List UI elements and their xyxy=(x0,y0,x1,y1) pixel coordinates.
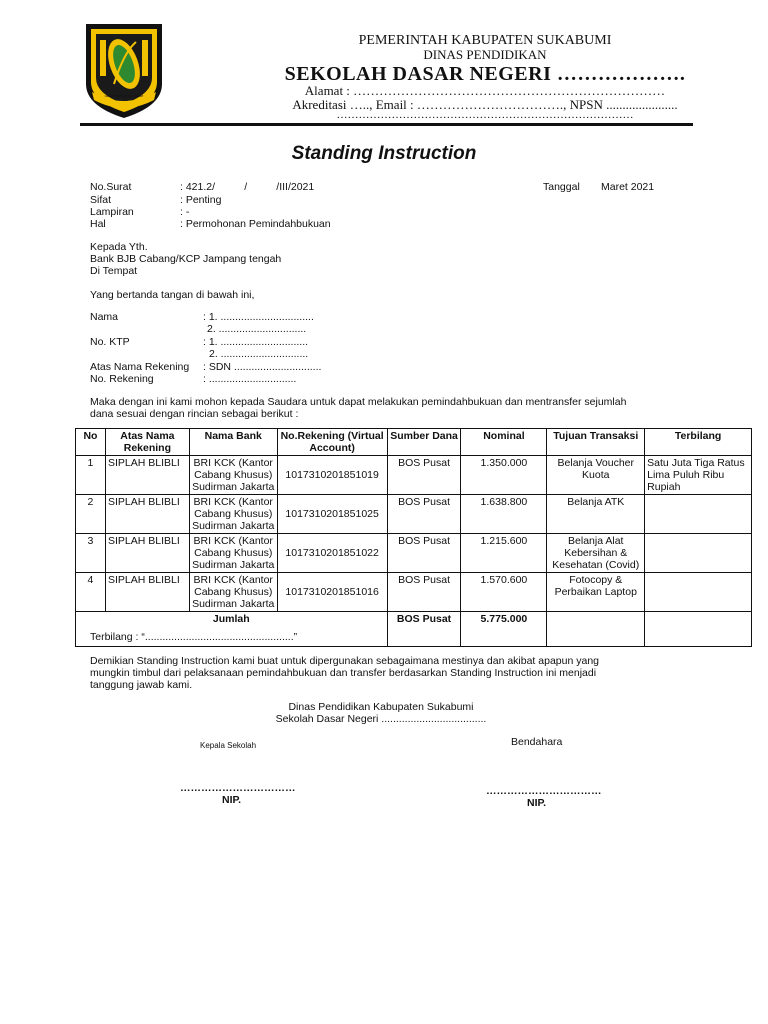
header-terbilang: Terbilang xyxy=(645,429,752,456)
cell-nama: SIPLAH BLIBLI xyxy=(105,456,189,495)
letterhead-divider xyxy=(80,123,693,126)
table-row xyxy=(76,573,752,612)
signature-bendahara-nip: NIP. xyxy=(527,797,547,809)
cell-terbilang xyxy=(645,573,752,612)
meta-sifat-value: : Penting xyxy=(180,194,222,206)
field-atas-nama-label: Atas Nama Rekening xyxy=(90,361,190,373)
signature-bendahara-label: Bendahara xyxy=(511,736,563,748)
transfer-table xyxy=(75,428,752,647)
cell-terbilang xyxy=(645,495,752,534)
cell-rekening: 1017310201851019 xyxy=(277,456,387,495)
closing-line-2: mungkin timbul dari pelaksanaan pemindahbukuan dan transfer berdasarkan Standing Instruction ini menjadi xyxy=(90,667,597,679)
logo-motto: GEMAH RIPAH LOH JINAWI xyxy=(104,94,144,98)
signature-org-2: Sekolah Dasar Negeri .................................... xyxy=(275,713,487,725)
letterhead-school-name: SEKOLAH DASAR NEGERI ………………. xyxy=(284,63,686,85)
field-ktp-1: : 1. .............................. xyxy=(203,336,309,348)
field-atas-nama-value: : SDN .............................. xyxy=(203,361,322,373)
cell-nominal: 1.570.600 xyxy=(461,573,547,612)
total-empty xyxy=(645,612,752,647)
cell-rekening: 1017310201851022 xyxy=(277,534,387,573)
cell-tujuan: Belanja ATK xyxy=(547,495,645,534)
field-rekening-label: No. Rekening xyxy=(90,373,154,385)
field-ktp-2: 2. .............................. xyxy=(209,348,309,360)
total-label: Jumlah xyxy=(76,612,388,647)
document-title: Standing Instruction xyxy=(291,143,477,164)
field-rekening-value: : .............................. xyxy=(203,373,297,385)
signature-org-1: Dinas Pendidikan Kabupaten Sukabumi xyxy=(288,701,474,713)
meta-hal-value: : Permohonan Pemindahbukuan xyxy=(180,218,331,230)
cell-nama: SIPLAH BLIBLI xyxy=(105,534,189,573)
cell-no: 3 xyxy=(76,534,106,573)
table-row xyxy=(76,495,752,534)
cell-no: 4 xyxy=(76,573,106,612)
cell-terbilang: Satu Juta Tiga Ratus Lima Puluh Ribu Rupiah xyxy=(645,456,752,495)
cell-rekening: 1017310201851025 xyxy=(277,495,387,534)
cell-bank: BRI KCK (Kantor Cabang Khusus) Sudirman Jakarta xyxy=(189,456,277,495)
cell-nama: SIPLAH BLIBLI xyxy=(105,495,189,534)
meta-no-value: : 421.2/ / /III/2021 xyxy=(180,181,315,193)
meta-sifat-label: Sifat xyxy=(90,194,112,206)
cell-bank: BRI KCK (Kantor Cabang Khusus) Sudirman Jakarta xyxy=(189,573,277,612)
signature-kepala-dots: …………………………… xyxy=(180,782,296,794)
header-sumber-dana: Sumber Dana xyxy=(387,429,461,456)
recipient-line-1: Kepada Yth. xyxy=(90,241,148,253)
letterhead-department: DINAS PENDIDIKAN xyxy=(423,47,547,62)
header-atas-nama: Atas Nama Rekening xyxy=(105,429,189,456)
cell-bank: BRI KCK (Kantor Cabang Khusus) Sudirman Jakarta xyxy=(189,534,277,573)
cell-tujuan: Fotocopy & Perbaikan Laptop xyxy=(547,573,645,612)
meta-no-label: No.Surat xyxy=(90,181,132,193)
recipient-line-2: Bank BJB Cabang/KCP Jampang tengah xyxy=(90,253,282,265)
header-nominal: Nominal xyxy=(461,429,547,456)
signature-kepala-label: Kepala Sekolah xyxy=(200,741,257,750)
cell-nominal: 1.215.600 xyxy=(461,534,547,573)
header-tujuan: Tujuan Transaksi xyxy=(547,429,645,456)
terbilang-line: Terbilang : “...................................................” xyxy=(90,631,298,643)
meta-lampiran-label: Lampiran xyxy=(90,206,134,218)
cell-sumber: BOS Pusat xyxy=(387,495,461,534)
field-nama-1: : 1. ................................ xyxy=(203,311,314,323)
meta-tanggal-value: Maret 2021 xyxy=(601,181,655,193)
cell-no: 1 xyxy=(76,456,106,495)
meta-hal-label: Hal xyxy=(90,218,106,230)
cell-nominal: 1.350.000 xyxy=(461,456,547,495)
table-header-row xyxy=(76,429,752,456)
letterhead-address: Alamat : ……………………………………………………………… xyxy=(304,83,666,98)
table-row xyxy=(76,456,752,495)
field-ktp-label: No. KTP xyxy=(90,336,130,348)
cell-tujuan: Belanja Voucher Kuota xyxy=(547,456,645,495)
cell-sumber: BOS Pusat xyxy=(387,456,461,495)
request-line-1: Maka dengan ini kami mohon kepada Saudara untuk dapat melakukan pemindahbukuan dan mentransfer sejumlah xyxy=(90,396,627,408)
letterhead-accreditation: Akreditasi ….., Email : ……………………………., NPSN ...................... xyxy=(292,97,678,112)
intro-text: Yang bertanda tangan di bawah ini, xyxy=(90,289,255,301)
field-nama-2: 2. .............................. xyxy=(207,323,307,335)
meta-tanggal-label: Tanggal xyxy=(543,181,580,193)
regency-emblem-logo xyxy=(84,22,164,120)
cell-tujuan: Belanja Alat Kebersihan & Kesehatan (Covid) xyxy=(547,534,645,573)
header-no-rekening: No.Rekening (Virtual Account) xyxy=(277,429,387,456)
header-no: No xyxy=(76,429,106,456)
closing-line-3: tanggung jawab kami. xyxy=(90,679,193,691)
recipient-line-3: Di Tempat xyxy=(90,265,138,277)
cell-nominal: 1.638.800 xyxy=(461,495,547,534)
header-nama-bank: Nama Bank xyxy=(189,429,277,456)
signature-bendahara-dots: …………………………… xyxy=(486,785,602,797)
request-line-2: dana sesuai dengan rincian sebagai berikut : xyxy=(90,408,299,420)
cell-terbilang xyxy=(645,534,752,573)
cell-sumber: BOS Pusat xyxy=(387,534,461,573)
total-sumber: BOS Pusat xyxy=(387,612,461,647)
cell-bank: BRI KCK (Kantor Cabang Khusus) Sudirman Jakarta xyxy=(189,495,277,534)
meta-lampiran-value: : - xyxy=(180,206,190,218)
table-row xyxy=(76,534,752,573)
letterhead-dots: ……………………………………………………………………… xyxy=(336,109,634,121)
total-empty xyxy=(547,612,645,647)
closing-line-1: Demikian Standing Instruction kami buat untuk dipergunakan sebagaimana mestinya dan akibat apapun yang xyxy=(90,655,599,667)
signature-kepala-nip: NIP. xyxy=(222,794,242,806)
total-nominal: 5.775.000 xyxy=(461,612,547,647)
field-nama-label: Nama xyxy=(90,311,119,323)
cell-nama: SIPLAH BLIBLI xyxy=(105,573,189,612)
cell-rekening: 1017310201851016 xyxy=(277,573,387,612)
letterhead-government: PEMERINTAH KABUPATEN SUKABUMI xyxy=(358,33,612,48)
cell-sumber: BOS Pusat xyxy=(387,573,461,612)
cell-no: 2 xyxy=(76,495,106,534)
